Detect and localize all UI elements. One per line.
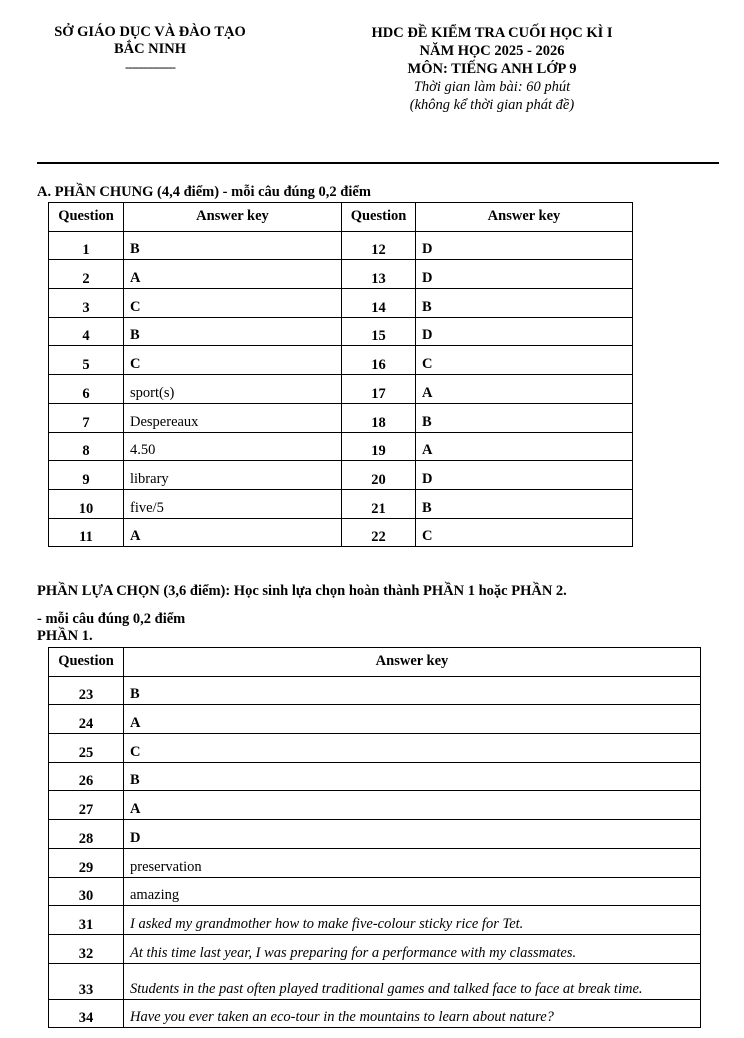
question-number: 23 [49, 676, 124, 705]
column-header-question: Question [49, 203, 124, 232]
answer-key: D [416, 317, 633, 346]
table-row [49, 461, 633, 490]
duration-note: (không kể thời gian phát đề) [409, 97, 575, 113]
table-row [49, 432, 633, 461]
answer-key: C [124, 289, 342, 318]
province-name: BẮC NINH [113, 41, 187, 57]
question-number: 3 [49, 289, 124, 318]
answer-key: library [124, 461, 342, 490]
question-number: 32 [49, 934, 124, 963]
table-row [49, 260, 633, 289]
table-row [49, 906, 701, 935]
answer-key: sport(s) [124, 375, 342, 404]
column-header-question: Question [342, 203, 416, 232]
part-1-title: PHẦN 1. [37, 628, 93, 644]
table-header-row [49, 648, 701, 677]
answer-key: 4.50 [124, 432, 342, 461]
answer-key: B [124, 231, 342, 260]
answer-key: D [416, 461, 633, 490]
table-row [49, 317, 633, 346]
answer-key: D [416, 231, 633, 260]
answer-key: amazing [124, 877, 701, 906]
header-left [30, 24, 270, 75]
question-number: 13 [342, 260, 416, 289]
duration: Thời gian làm bài: 60 phút [413, 79, 571, 95]
question-number: 17 [342, 375, 416, 404]
table-row [49, 762, 701, 791]
answer-key: B [124, 317, 342, 346]
answer-key: B [124, 676, 701, 705]
table-row [49, 963, 701, 999]
table-row [49, 820, 701, 849]
column-header-question: Question [49, 648, 124, 677]
subject: MÔN: TIẾNG ANH LỚP 9 [407, 61, 577, 77]
column-header-answer: Answer key [416, 203, 633, 232]
question-number: 10 [49, 489, 124, 518]
question-number: 30 [49, 877, 124, 906]
question-number: 21 [342, 489, 416, 518]
answer-key: five/5 [124, 489, 342, 518]
answer-key: B [124, 762, 701, 791]
department-name: SỞ GIÁO DỤC VÀ ĐÀO TẠO [54, 24, 246, 40]
question-number: 31 [49, 906, 124, 935]
table-row [49, 676, 701, 705]
answer-key: B [416, 403, 633, 432]
header-separator: --------------- [125, 59, 175, 74]
question-number: 5 [49, 346, 124, 375]
table-row [49, 489, 633, 518]
section-b-note: - mỗi câu đúng 0,2 điểm [37, 611, 186, 627]
answer-key: B [416, 289, 633, 318]
answer-key: Students in the past often played traditional games and talked face to face at break time. [124, 963, 701, 999]
table-row [49, 289, 633, 318]
answer-key: Despereaux [124, 403, 342, 432]
table-row [49, 346, 633, 375]
answer-key: C [124, 734, 701, 763]
answer-key: C [124, 346, 342, 375]
answer-key: A [124, 705, 701, 734]
question-number: 33 [49, 963, 124, 999]
header-right [330, 24, 654, 114]
part-1-answer-table [48, 647, 701, 1028]
answer-key: A [124, 791, 701, 820]
table-header-row [49, 203, 633, 232]
table-row [49, 375, 633, 404]
answer-key: preservation [124, 848, 701, 877]
section-b-title: PHẦN LỰA CHỌN (3,6 điểm): Học sinh lựa chọn hoàn thành PHẦN 1 hoặc PHẦN 2. [37, 583, 567, 599]
question-number: 15 [342, 317, 416, 346]
answer-key: I asked my grandmother how to make five-colour sticky rice for Tet. [124, 906, 701, 935]
section-a-title: A. PHẦN CHUNG (4,4 điểm) - mỗi câu đúng 0,2 điểm [37, 184, 371, 200]
table-row [49, 231, 633, 260]
question-number: 11 [49, 518, 124, 547]
question-number: 18 [342, 403, 416, 432]
answer-key: D [124, 820, 701, 849]
answer-key: C [416, 518, 633, 547]
column-header-answer: Answer key [124, 203, 342, 232]
question-number: 16 [342, 346, 416, 375]
question-number: 28 [49, 820, 124, 849]
answer-key: D [416, 260, 633, 289]
question-number: 26 [49, 762, 124, 791]
question-number: 29 [49, 848, 124, 877]
question-number: 19 [342, 432, 416, 461]
table-row [49, 734, 701, 763]
question-number: 7 [49, 403, 124, 432]
school-year: NĂM HỌC 2025 - 2026 [419, 43, 565, 59]
question-number: 9 [49, 461, 124, 490]
table-row [49, 848, 701, 877]
question-number: 6 [49, 375, 124, 404]
answer-key: A [416, 432, 633, 461]
question-number: 12 [342, 231, 416, 260]
question-number: 2 [49, 260, 124, 289]
header-divider [37, 162, 719, 164]
table-row [49, 518, 633, 547]
answer-key: C [416, 346, 633, 375]
question-number: 1 [49, 231, 124, 260]
question-number: 4 [49, 317, 124, 346]
table-row [49, 934, 701, 963]
answer-key: A [416, 375, 633, 404]
question-number: 14 [342, 289, 416, 318]
question-number: 27 [49, 791, 124, 820]
question-number: 20 [342, 461, 416, 490]
answer-key: B [416, 489, 633, 518]
table-row [49, 999, 701, 1028]
answer-key: A [124, 260, 342, 289]
question-number: 34 [49, 999, 124, 1028]
question-number: 25 [49, 734, 124, 763]
table-row [49, 403, 633, 432]
table-row [49, 705, 701, 734]
question-number: 22 [342, 518, 416, 547]
section-a-answer-table [48, 202, 633, 547]
exam-title: HDC ĐỀ KIỂM TRA CUỐI HỌC KÌ I [371, 25, 613, 41]
answer-key: Have you ever taken an eco-tour in the mountains to learn about nature? [124, 999, 701, 1028]
answer-key: At this time last year, I was preparing for a performance with my classmates. [124, 934, 701, 963]
question-number: 24 [49, 705, 124, 734]
question-number: 8 [49, 432, 124, 461]
table-row [49, 791, 701, 820]
table-row [49, 877, 701, 906]
answer-key: A [124, 518, 342, 547]
column-header-answer: Answer key [124, 648, 701, 677]
